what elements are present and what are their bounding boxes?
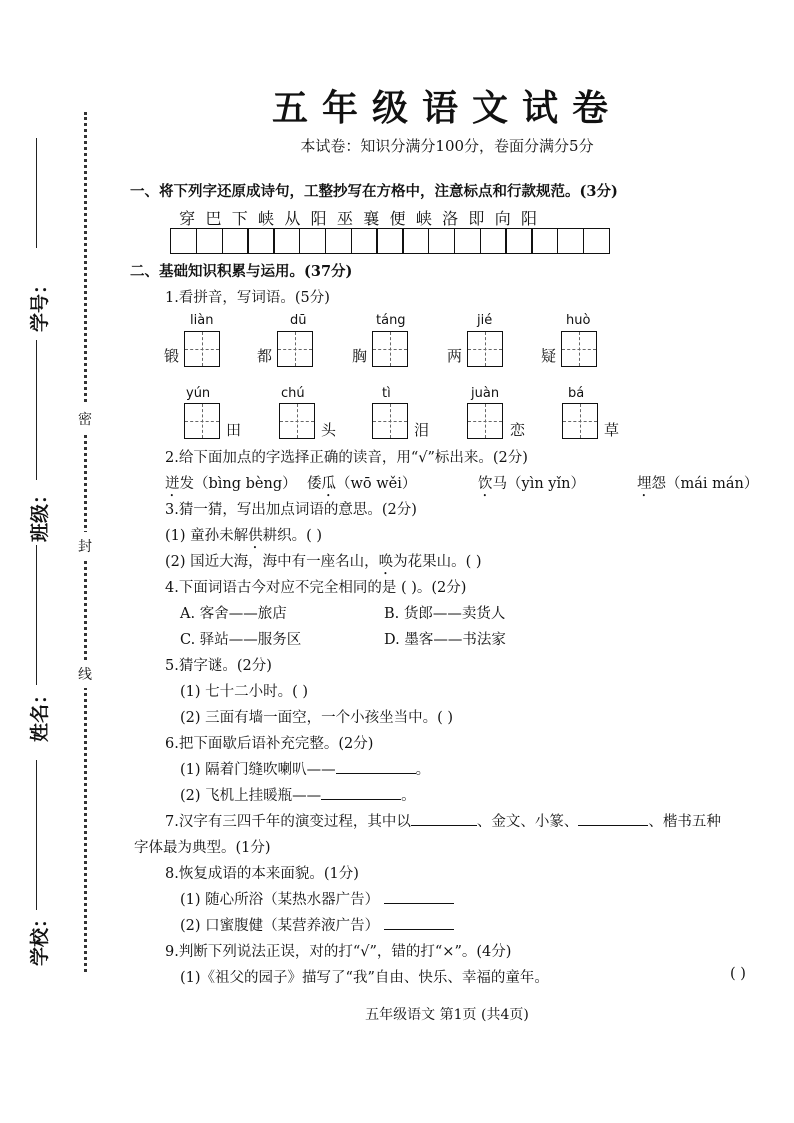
poem-char: 峡 <box>415 209 432 228</box>
poem-char: 穿 <box>179 209 196 228</box>
poem-char: 下 <box>231 209 248 228</box>
grid-cell[interactable] <box>376 228 403 254</box>
grid-cell[interactable] <box>428 228 455 254</box>
school-line <box>36 760 37 910</box>
s4-option-a: A. 客舍——旅店 <box>180 606 287 622</box>
s5-item-1: (1) 七十二小时。( ) <box>180 684 309 700</box>
poem-char: 阳 <box>310 209 327 228</box>
tianzige-box[interactable] <box>184 331 220 367</box>
s7-line-2: 字体最为典型。(1分) <box>134 840 271 856</box>
word-char: 泪 <box>414 421 430 439</box>
school-label: 学校： <box>29 908 52 967</box>
tianzige-box[interactable] <box>372 331 408 367</box>
answer-blank[interactable] <box>384 917 454 930</box>
s4-option-d: D. 墨客——书法家 <box>384 632 506 648</box>
answer-blank[interactable] <box>384 891 454 904</box>
class-label: 班级： <box>29 484 52 543</box>
s2-item: 迸发（bìng bèng） <box>165 476 297 492</box>
page-subtitle: 本试卷：知识分满分100分，卷面分满分5分 <box>300 137 594 155</box>
grid-cell[interactable] <box>325 228 352 254</box>
seal-char-mi: 密 <box>78 405 92 433</box>
s1-heading: 1.看拼音，写词语。(5分) <box>165 290 330 306</box>
s8-heading: 8.恢复成语的本来面貌。(1分) <box>165 866 359 882</box>
word-char: 疑 <box>541 347 557 365</box>
poem-char: 巴 <box>205 209 222 228</box>
word-char: 胸 <box>352 347 368 365</box>
pinyin: yún <box>186 386 211 401</box>
tianzige-box[interactable] <box>561 331 597 367</box>
writing-grid[interactable] <box>170 228 609 254</box>
s3-item-1: (1) 童孙未解供耕织。( ) <box>165 528 323 544</box>
word-char: 都 <box>257 347 273 365</box>
grid-cell[interactable] <box>402 228 429 254</box>
tianzige-box[interactable] <box>467 331 503 367</box>
grid-cell[interactable] <box>454 228 481 254</box>
poem-char: 峡 <box>258 209 275 228</box>
name-line <box>36 545 37 685</box>
grid-cell[interactable] <box>583 228 610 254</box>
s4-option-c: C. 驿站——服务区 <box>180 632 302 648</box>
pinyin: bá <box>568 386 585 401</box>
s6-item-2: (2) 飞机上挂暖瓶—— 。 <box>180 788 416 804</box>
word-char: 草 <box>604 421 620 439</box>
tianzige-box[interactable] <box>562 403 598 439</box>
s8-item-1: (1) 随心所浴（某热水器广告） <box>180 888 454 909</box>
s8-item-2: (2) 口蜜腹健（某营养液广告） <box>180 914 454 935</box>
tianzige-box[interactable] <box>184 403 220 439</box>
s9-item-1: (1)《祖父的园子》描写了“我”自由、快乐、幸福的童年。 <box>180 970 549 986</box>
answer-blank[interactable] <box>321 787 401 800</box>
answer-blank[interactable] <box>578 813 648 826</box>
s7-line-1: 7.汉字有三四千年的演变过程，其中以 、金文、小篆、 、楷书五种 <box>165 814 721 830</box>
s6-item-1: (1) 隔着门缝吹喇叭—— 。 <box>180 762 431 778</box>
pinyin: juàn <box>471 386 500 401</box>
grid-cell[interactable] <box>505 228 532 254</box>
name-label: 姓名： <box>29 684 52 743</box>
tianzige-box[interactable] <box>467 403 503 439</box>
number-label: 学号： <box>29 274 52 333</box>
answer-blank[interactable] <box>336 761 416 774</box>
s3-heading: 3.猜一猜，写出加点词语的意思。(2分) <box>165 502 417 518</box>
grid-cell[interactable] <box>170 228 197 254</box>
word-char: 恋 <box>510 421 526 439</box>
grid-cell[interactable] <box>299 228 326 254</box>
s3-item-2: (2) 国近大海，海中有一座名山，唤为花果山。( ) <box>165 554 482 570</box>
s4-heading: 4.下面词语古今对应不完全相同的是 ( )。(2分) <box>165 580 467 596</box>
poem-char: 洛 <box>442 209 459 228</box>
word-char: 两 <box>447 347 463 365</box>
class-line <box>36 340 37 480</box>
word-char: 田 <box>226 421 242 439</box>
grid-cell[interactable] <box>273 228 300 254</box>
poem-char: 即 <box>468 209 485 228</box>
s2-item: 埋怨（mái mán） <box>637 476 759 492</box>
grid-cell[interactable] <box>531 228 558 254</box>
poem-char: 便 <box>389 209 406 228</box>
s2-item: 饮马（yìn yǐn） <box>478 476 585 492</box>
s9-item-1-answer[interactable]: ( ) <box>730 966 746 982</box>
seal-char-feng: 封 <box>78 532 92 560</box>
poem-char: 阳 <box>521 209 538 228</box>
pinyin: liàn <box>190 313 214 328</box>
pinyin: tì <box>382 386 391 401</box>
poem-char: 从 <box>284 209 301 228</box>
s5-heading: 5.猜字谜。(2分) <box>165 658 272 674</box>
tianzige-box[interactable] <box>372 403 408 439</box>
answer-blank[interactable] <box>411 813 477 826</box>
grid-cell[interactable] <box>557 228 584 254</box>
tianzige-box[interactable] <box>279 403 315 439</box>
poem-char: 巫 <box>336 209 353 228</box>
grid-cell[interactable] <box>351 228 378 254</box>
q1-heading: 一、将下列字还原成诗句，工整抄写在方格中，注意标点和行款规范。(3分) <box>130 183 618 200</box>
s2-item: 倭瓜（wō wěi） <box>307 476 417 492</box>
poem-char: 向 <box>494 209 511 228</box>
grid-cell[interactable] <box>196 228 223 254</box>
word-char: 头 <box>321 421 337 439</box>
seal-char-xian: 线 <box>78 660 92 688</box>
poem-chars <box>174 206 542 229</box>
pinyin: táng <box>376 313 406 328</box>
page-footer: 五年级语文 第1页 (共4页) <box>365 1007 529 1023</box>
pinyin: chú <box>281 386 305 401</box>
s4-option-b: B. 货郎——卖货人 <box>384 606 506 622</box>
pinyin: dū <box>290 313 307 328</box>
s9-heading: 9.判断下列说法正误，对的打“√”，错的打“×”。(4分) <box>165 944 512 960</box>
word-char: 锻 <box>164 347 180 365</box>
grid-cell[interactable] <box>222 228 249 254</box>
q2-heading: 二、基础知识积累与运用。(37分) <box>130 263 353 280</box>
s2-heading: 2.给下面加点的字选择正确的读音，用“√”标出来。(2分) <box>165 450 528 466</box>
tianzige-box[interactable] <box>277 331 313 367</box>
grid-cell[interactable] <box>247 228 274 254</box>
pinyin: huò <box>566 313 591 328</box>
s5-item-2: (2) 三面有墙一面空，一个小孩坐当中。( ) <box>180 710 454 726</box>
grid-cell[interactable] <box>480 228 507 254</box>
pinyin: jié <box>477 313 493 328</box>
page-title: 五年级语文试卷 <box>271 87 622 129</box>
s6-heading: 6.把下面歇后语补充完整。(2分) <box>165 736 374 752</box>
poem-char: 襄 <box>363 209 380 228</box>
